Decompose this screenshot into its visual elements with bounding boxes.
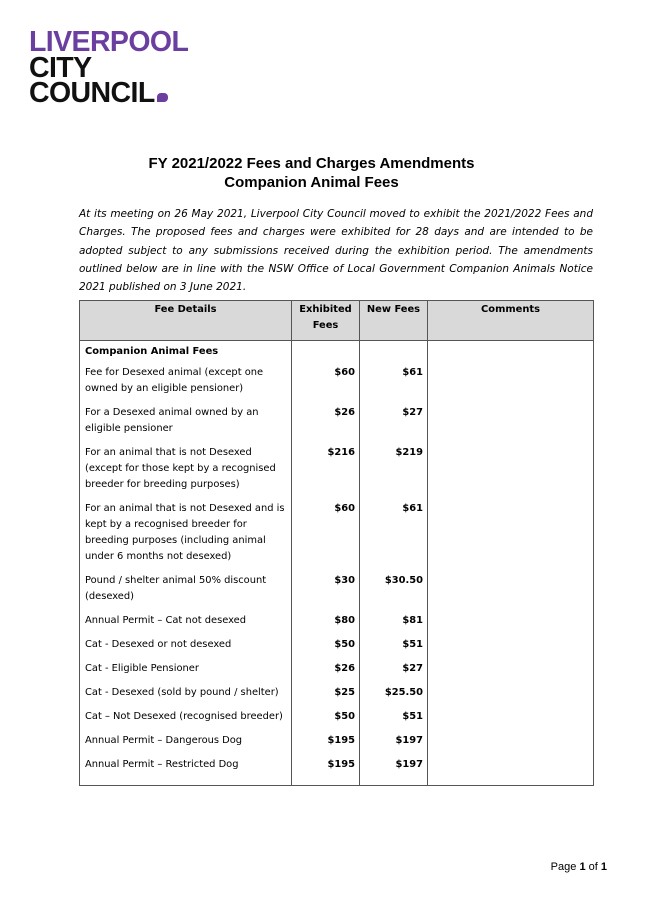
section-row (80, 341, 594, 366)
exhibited-fee-cell: $26 (292, 661, 360, 685)
table-row (80, 733, 594, 757)
exhibited-fee-cell: $30 (292, 573, 360, 613)
new-fee-cell: $81 (360, 613, 428, 637)
new-fee-cell: $197 (360, 733, 428, 757)
new-fee-cell: $197 (360, 757, 428, 786)
new-fee-cell: $27 (360, 405, 428, 445)
table-row (80, 709, 594, 733)
new-fee-cell: $51 (360, 637, 428, 661)
header-comments: Comments (428, 301, 594, 341)
exhibited-fee-cell: $60 (292, 365, 360, 405)
table-row (80, 365, 594, 405)
exhibited-fee-cell: $80 (292, 613, 360, 637)
comment-cell (428, 637, 594, 661)
table-row (80, 445, 594, 501)
page-of: of (588, 861, 598, 873)
page-total: 1 (600, 861, 607, 873)
exhibited-fee-cell: $60 (292, 501, 360, 573)
logo-line-3-text: COUNCIL (29, 77, 155, 109)
table-row (80, 757, 594, 786)
comment-cell (428, 445, 594, 501)
comment-cell (428, 661, 594, 685)
fee-detail-cell: Cat – Not Desexed (recognised breeder) (80, 709, 292, 733)
page-prefix: Page (550, 861, 577, 873)
fee-detail-cell: Cat - Desexed (sold by pound / shelter) (80, 685, 292, 709)
table-header-row (80, 301, 594, 341)
fee-detail-cell: For an animal that is not Desexed (except for those kept by a recognised breeder for breeding purposes) (80, 445, 292, 501)
fee-detail-cell: Cat - Desexed or not desexed (80, 637, 292, 661)
fee-detail-cell: Cat - Eligible Pensioner (80, 661, 292, 685)
intro-paragraph: At its meeting on 26 May 2021, Liverpool City Council moved to exhibit the 2021/2022 Fees and Charges. The proposed fees and charges were exhibited for 28 days and are intended to be adopted subject to any submissions received during the exhibition period. The amendments outlined below are in line with the NSW Office of Local Government Companion Animals Notice 2021 published on 3 June 2021. (79, 208, 593, 294)
header-fee-details: Fee Details (80, 301, 292, 341)
new-fee-cell: $61 (360, 365, 428, 405)
logo-line-3 (29, 77, 188, 109)
table-row (80, 685, 594, 709)
logo-line-1: LIVERPOOL (29, 26, 189, 58)
comment-cell (428, 757, 594, 786)
comment-cell (428, 365, 594, 405)
exhibited-fee-cell: $26 (292, 405, 360, 445)
new-fee-cell: $30.50 (360, 573, 428, 613)
section-title: Companion Animal Fees (80, 341, 292, 366)
fees-table (79, 300, 594, 786)
comment-cell (428, 709, 594, 733)
new-fee-cell: $25.50 (360, 685, 428, 709)
fee-detail-cell: Annual Permit – Restricted Dog (80, 757, 292, 786)
fee-detail-cell: Pound / shelter animal 50% discount (desexed) (80, 573, 292, 613)
table-row (80, 573, 594, 613)
council-logo (29, 26, 189, 109)
exhibited-fee-cell: $50 (292, 709, 360, 733)
new-fee-cell: $27 (360, 661, 428, 685)
fee-detail-cell: Annual Permit – Dangerous Dog (80, 733, 292, 757)
document-subtitle: Companion Animal Fees (224, 174, 399, 191)
table-row (80, 661, 594, 685)
fee-detail-cell: Annual Permit – Cat not desexed (80, 613, 292, 637)
logo-speech-mark-icon (157, 93, 168, 102)
page-current: 1 (579, 861, 586, 873)
fee-detail-cell: For an animal that is not Desexed and is kept by a recognised breeder for breeding purposes (including animal under 6 months not desexed) (80, 501, 292, 573)
fee-detail-cell: Fee for Desexed animal (except one owned by an eligible pensioner) (80, 365, 292, 405)
exhibited-fee-cell: $50 (292, 637, 360, 661)
new-fee-cell: $61 (360, 501, 428, 573)
header-exhibited-fees: Exhibited Fees (292, 301, 360, 341)
table-row (80, 501, 594, 573)
exhibited-fee-cell: $195 (292, 733, 360, 757)
new-fee-cell: $51 (360, 709, 428, 733)
page-number (551, 861, 607, 873)
exhibited-fee-cell: $195 (292, 757, 360, 786)
header-new-fees: New Fees (360, 301, 428, 341)
comment-cell (428, 501, 594, 573)
fee-detail-cell: For a Desexed animal owned by an eligible pensioner (80, 405, 292, 445)
comment-cell (428, 685, 594, 709)
table-row (80, 405, 594, 445)
exhibited-fee-cell: $216 (292, 445, 360, 501)
table-row (80, 613, 594, 637)
comment-cell (428, 573, 594, 613)
comment-cell (428, 733, 594, 757)
logo-line-2: CITY (29, 51, 92, 84)
comment-cell (428, 613, 594, 637)
document-title: FY 2021/2022 Fees and Charges Amendments (148, 155, 475, 172)
comment-cell (428, 405, 594, 445)
new-fee-cell: $219 (360, 445, 428, 501)
table-row (80, 637, 594, 661)
exhibited-fee-cell: $25 (292, 685, 360, 709)
